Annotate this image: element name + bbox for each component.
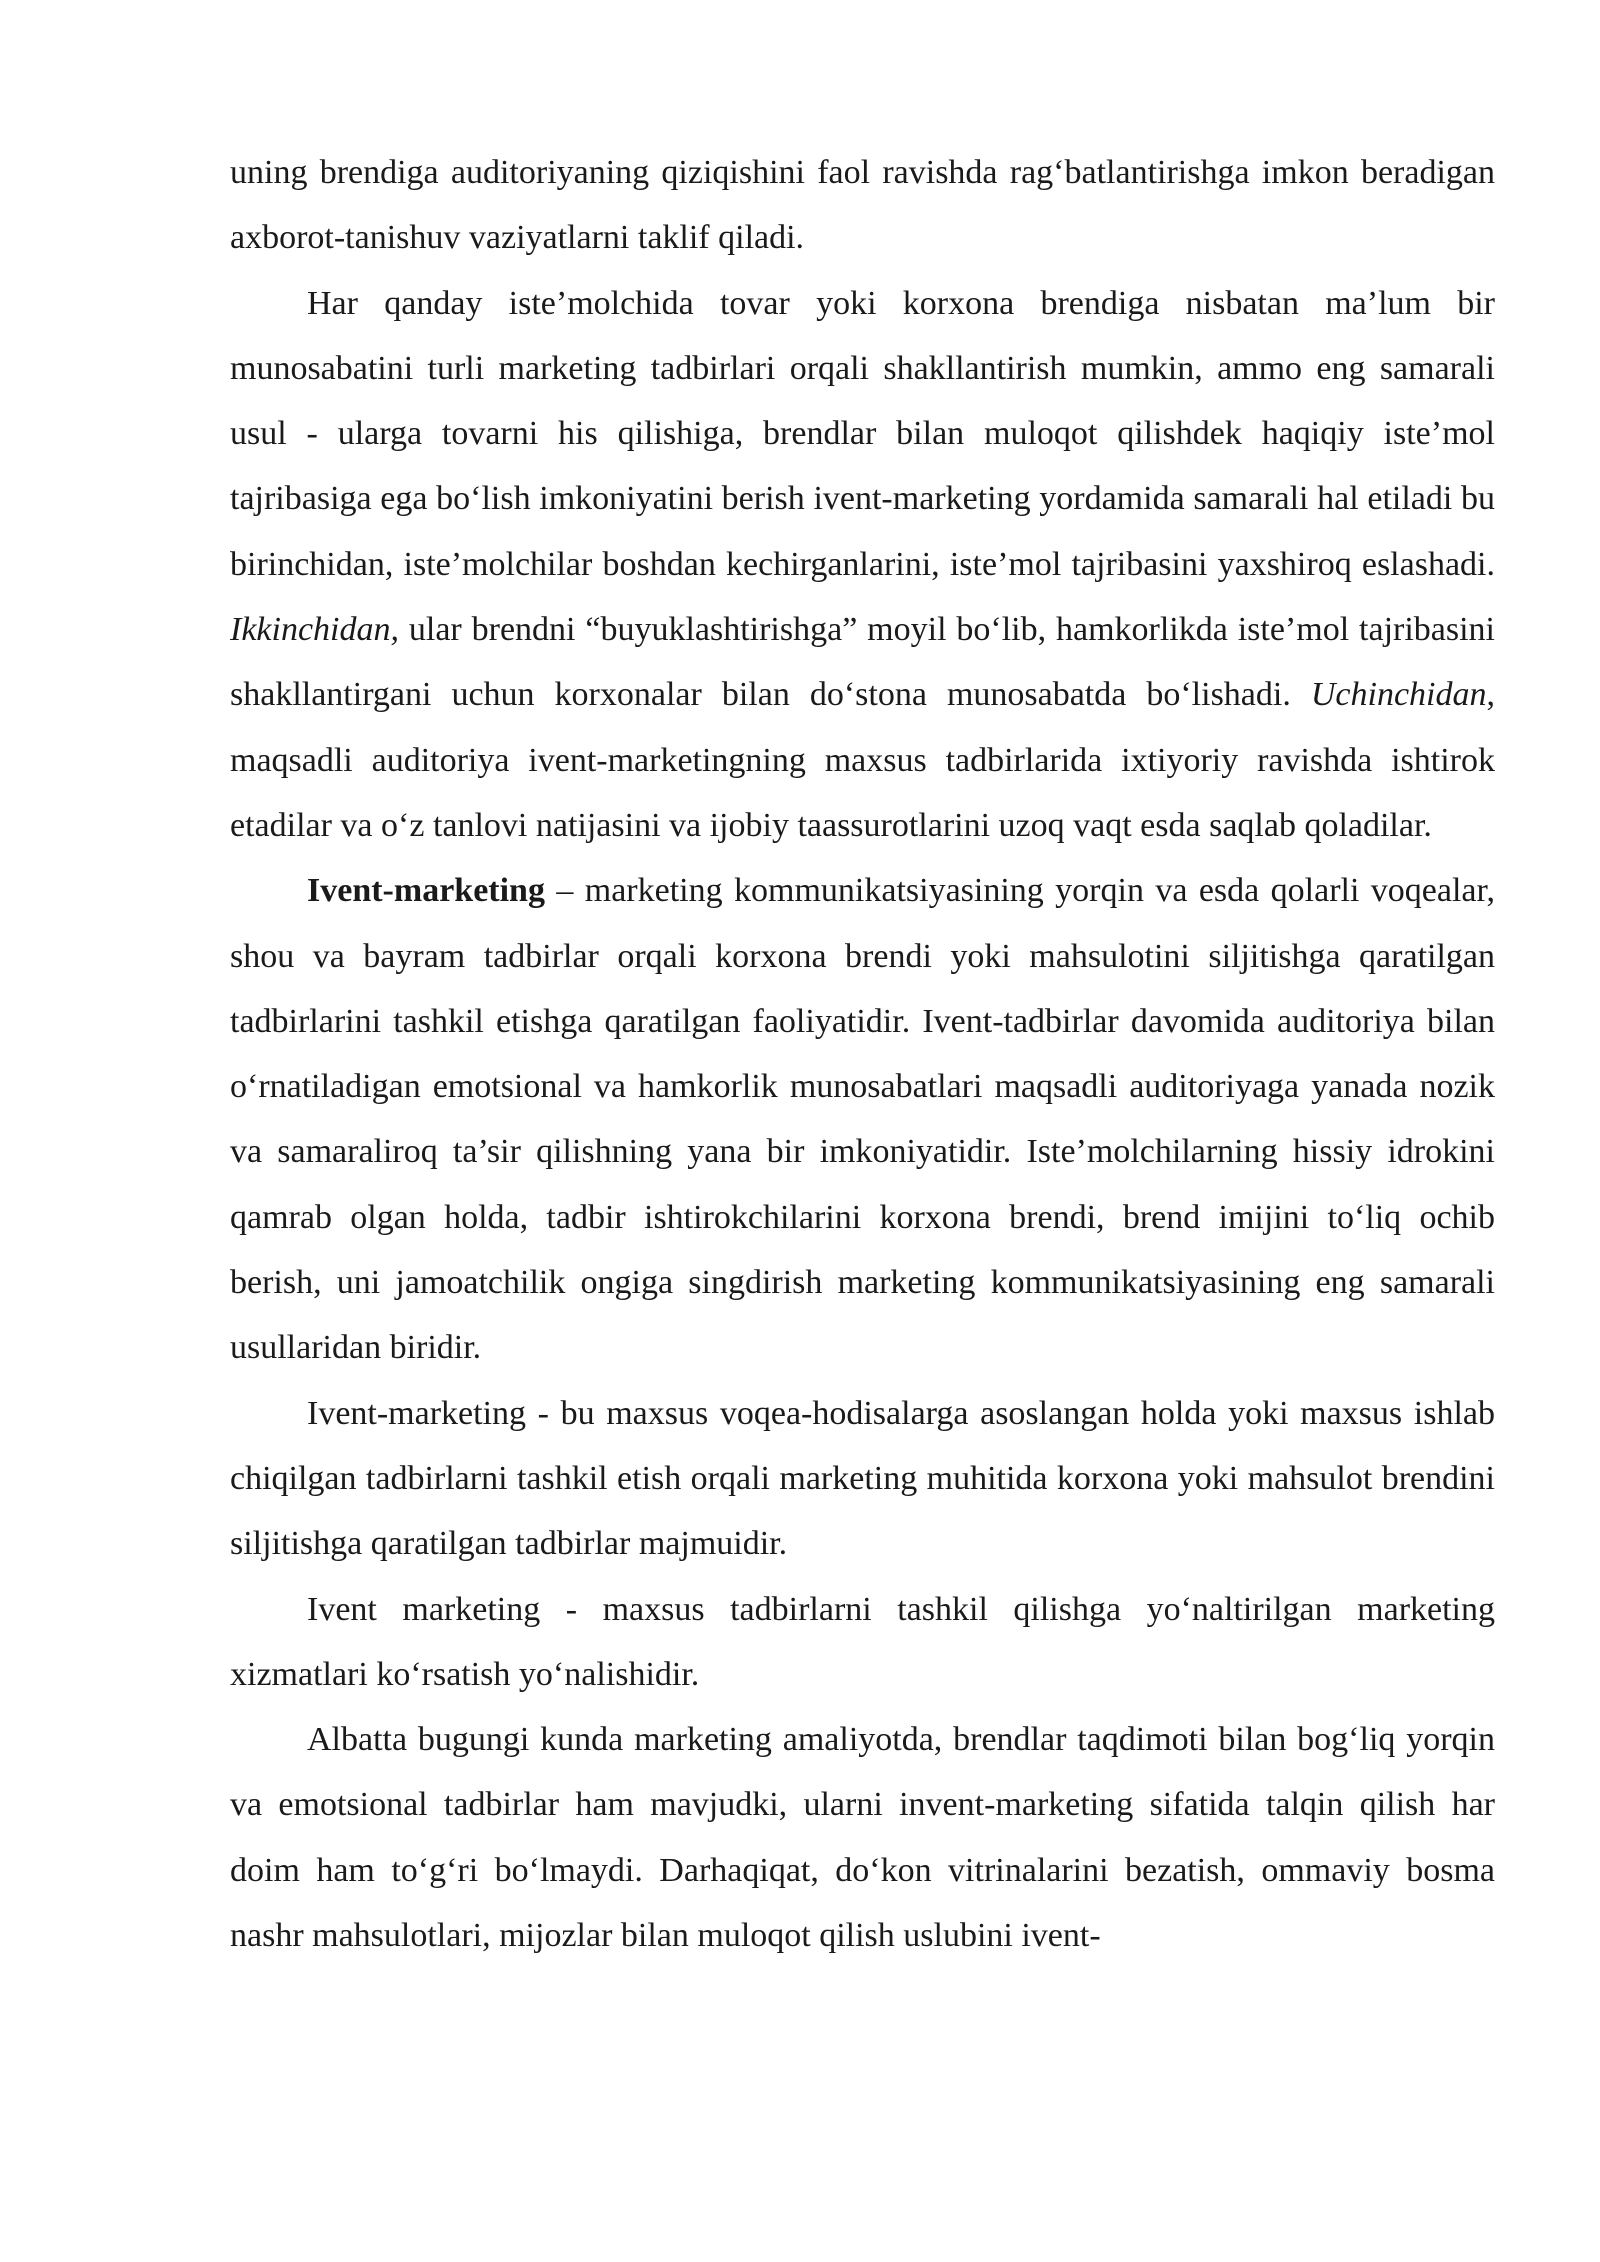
paragraph-text: Har qanday iste’molchida tovar yoki korxona brendiga nisbatan ma’lum bir munosabatini turli marketing tadbirlari orqali shakllantirish mumkin, ammo eng samarali usul - ularga tovarni his qilishiga, brendlar bilan muloqot qilishdek haqiqiy iste’mol tajribasiga ega bo‘lish imkoniyatini berish ivent-marketing yordamida samarali hal etiladi bu birinchidan, iste’molchilar boshdan kechirganlarini, iste’mol tajribasini yaxshiroq eslashadi. bbox=[230, 284, 1495, 583]
italic-term-thirdly: Uchinchidan bbox=[1310, 676, 1487, 714]
paragraph-text: , maqsadli auditoriya ivent-marketingning maxsus tadbirlarida ixtiyoriy ravishda ishtirok etadilar va o‘z tanlovi natijasini va ijobiy taassurotlarini uzoq vaqt esda saqlab qoladilar. bbox=[230, 676, 1495, 844]
paragraph-definition bbox=[230, 858, 1495, 1380]
paragraph-continuation: uning brendiga auditoriyaning qiziqishini faol ravishda rag‘batlantirishga imkon beradigan axborot-tanishuv vaziyatlarni taklif qiladi. bbox=[230, 154, 1495, 257]
document-page bbox=[230, 140, 1495, 1968]
paragraph-text: ular brendni “buyuklashtirishga” moyil bo‘lib, hamkorlikda iste’mol tajribasini shakllantirgani uchun korxonalar bilan do‘stona munosabatda bo‘lishadi. bbox=[230, 611, 1495, 714]
bold-term-event-marketing: Ivent-marketing bbox=[307, 872, 545, 910]
paragraph-practice: Albatta bugungi kunda marketing amaliyotda, brendlar taqdimoti bilan bog‘liq yorqin va emotsional tadbirlar ham mavjudki, ularni invent-marketing sifatida talqin qilish har doim ham to‘g‘ri bo‘lmaydi. Darhaqiqat, do‘kon vitrinalarini bezatish, ommaviy bosma nashr mahsulotlari, mijozlar bilan muloqot qilish uslubini ivent- bbox=[230, 1721, 1495, 1955]
paragraph-text: – marketing kommunikatsiyasining yorqin va esda qolarli voqealar, shou va bayram tadbirlar orqali korxona brendi yoki mahsulotini siljitishga qaratilgan tadbirlarini tashkil etishga qaratilgan faoliyatidir. Ivent-tadbirlar davomida auditoriya bilan o‘rnatiladigan emotsional va hamkorlik munosabatlari maqsadli auditoriyaga yanada nozik va samaraliroq ta’sir qilishning yana bir imkoniyatidir. Iste’molchilarning hissiy idrokini qamrab olgan holda, tadbir ishtirokchilarini korxona brendi, brend imijini to‘liq ochib berish, uni jamoatchilik ongiga singdirish marketing kommunikatsiyasining eng samarali usullaridan biridir. bbox=[230, 872, 1495, 1367]
paragraph-consumer-experience bbox=[230, 271, 1495, 859]
italic-term-secondly: Ikkinchidan, bbox=[230, 611, 399, 649]
paragraph-event-marketing-definition-2: Ivent-marketing - bu maxsus voqea-hodisalarga asoslangan holda yoki maxsus ishlab chiqilgan tadbirlarni tashkil etish orqali marketing muhitida korxona yoki mahsulot brendini siljitishga qaratilgan tadbirlar majmuidir. bbox=[230, 1394, 1495, 1563]
paragraph-event-marketing-definition-3: Ivent marketing - maxsus tadbirlarni tashkil qilishga yo‘naltirilgan marketing xizmatlari ko‘rsatish yo‘nalishidir. bbox=[230, 1590, 1495, 1693]
